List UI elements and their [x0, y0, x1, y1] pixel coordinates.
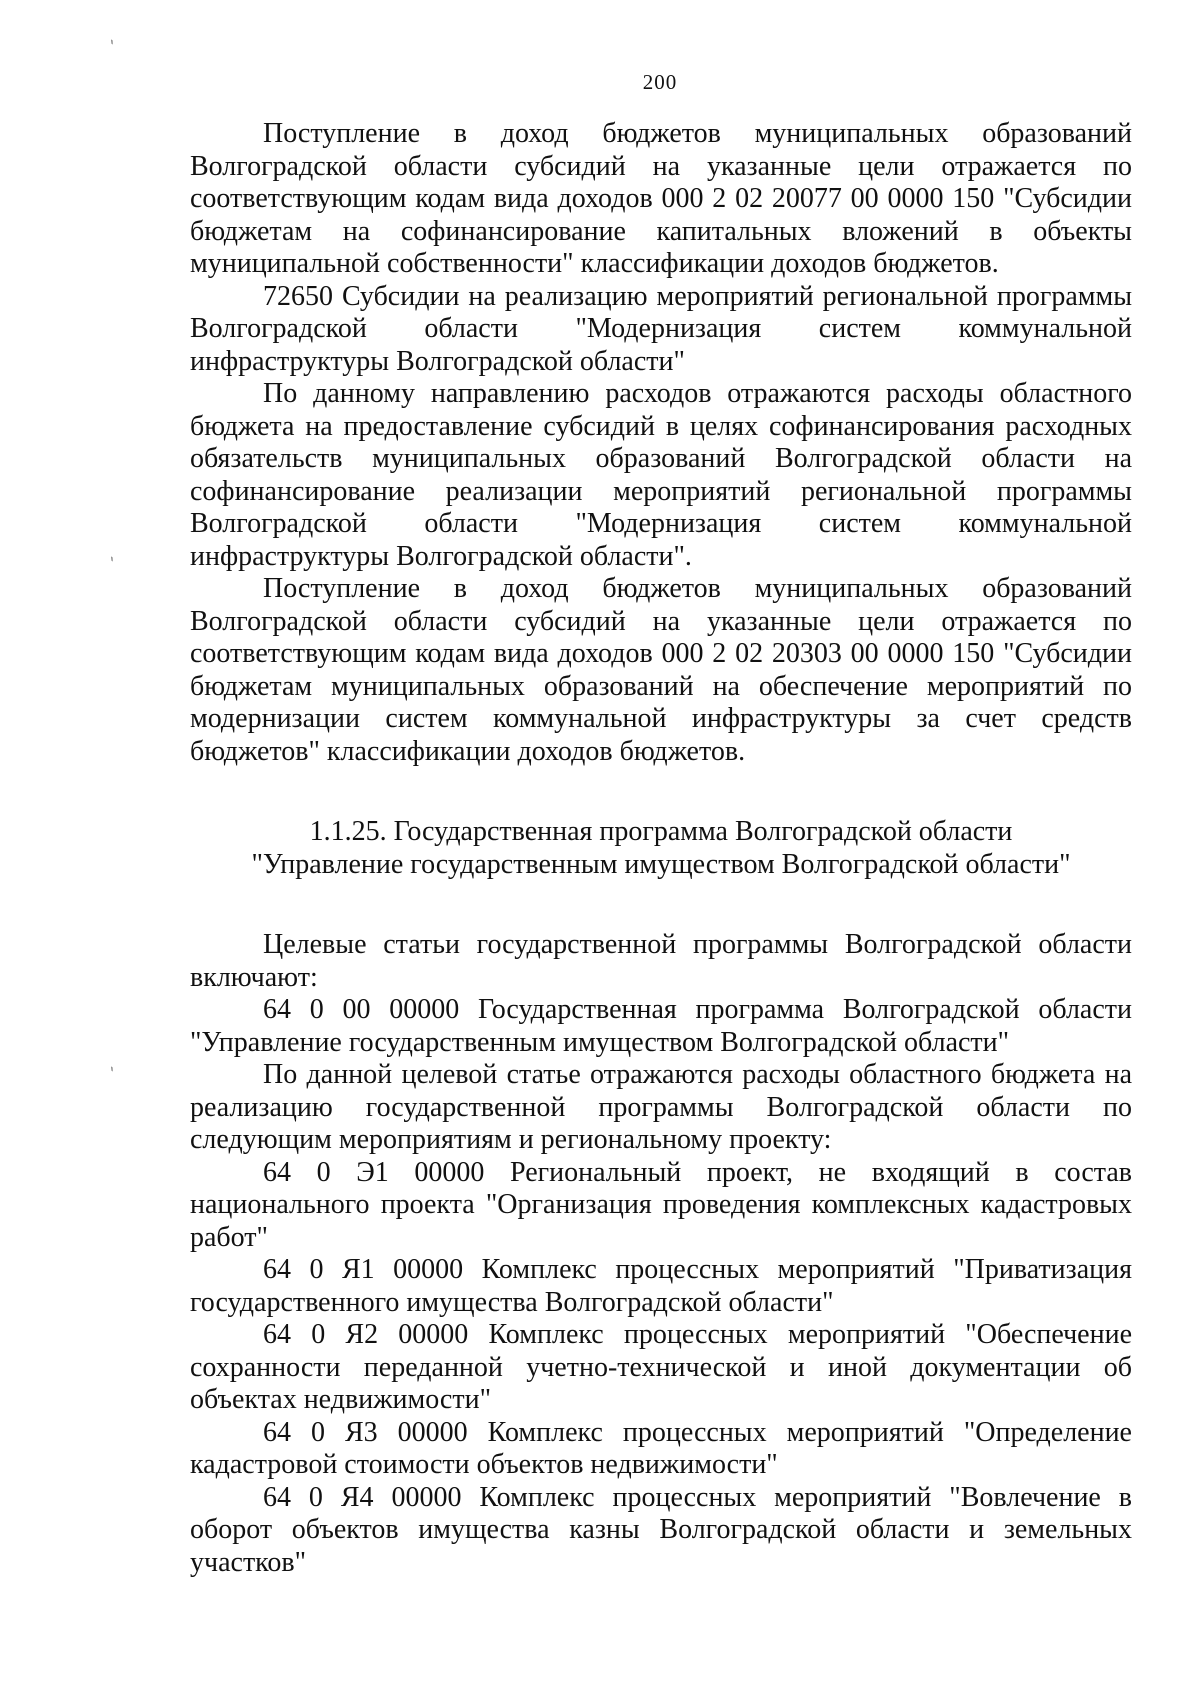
page-number: 200 [642, 70, 678, 94]
paragraph: 64 0 Я1 00000 Комплекс процессных мероприятий "Приватизация государственного имущества Волгоградской области" [190, 1254, 1132, 1318]
section-heading [190, 816, 1132, 881]
paragraph: 64 0 Э1 00000 Региональный проект, не входящий в состав национального проекта "Организация проведения комплексных кадастровых работ" [190, 1156, 1132, 1253]
paragraph: 64 0 00 00000 Государственная программа Волгоградской области "Управление государственным имуществом Волгоградской области" [190, 994, 1132, 1058]
section-heading-line: "Управление государственным имуществом Волгоградской области" [251, 848, 1071, 880]
paragraph: Поступление в доход бюджетов муниципальных образований Волгоградской области субсидий на указанные цели отражается по соответствующим кодам вида доходов 000 2 02 20077 00 0000 150 "Субсидии бюджетам на софинансирование капитальных вложений в объекты муниципальной собственности" классификации доходов бюджетов. [190, 118, 1132, 279]
paragraph: 64 0 Я4 00000 Комплекс процессных мероприятий "Вовлечение в оборот объектов имущества казны Волгоградской области и земельных участков" [190, 1481, 1132, 1578]
paragraph: Целевые статьи государственной программы Волгоградской области включают: [190, 929, 1132, 993]
paragraph: По данной целевой статье отражаются расходы областного бюджета на реализацию государственной программы Волгоградской области по следующим мероприятиям и региональному проекту: [190, 1059, 1132, 1155]
paragraph: 72650 Субсидии на реализацию мероприятий региональной программы Волгоградской области "Модернизация систем коммунальной инфраструктуры Волгоградской области" [190, 280, 1132, 377]
paragraph: 64 0 Я3 00000 Комплекс процессных мероприятий "Определение кадастровой стоимости объектов недвижимости" [190, 1416, 1132, 1480]
paragraph: По данному направлению расходов отражаются расходы областного бюджета на предоставление субсидий в целях софинансирования расходных обязательств муниципальных образований Волгоградской области на софинансирование реализации мероприятий региональной программы Волгоградской области "Модернизация систем коммунальной инфраструктуры Волгоградской области". [190, 378, 1132, 572]
paragraph: 64 0 Я2 00000 Комплекс процессных мероприятий "Обеспечение сохранности переданной учетно-технической и иной документации об объектах недвижимости" [190, 1319, 1132, 1415]
scan-mark: ` [98, 1064, 119, 1087]
scan-mark: ` [98, 37, 119, 60]
paragraph: Поступление в доход бюджетов муниципальных образований Волгоградской области субсидий на указанные цели отражается по соответствующим кодам вида доходов 000 2 02 20303 00 0000 150 "Субсидии бюджетам муниципальных образований на обеспечение мероприятий по модернизации систем коммунальной инфраструктуры за счет средств бюджетов" классификации доходов бюджетов. [190, 573, 1132, 767]
document-body [190, 118, 1132, 1579]
section-heading-line: 1.1.25. Государственная программа Волгоградской области [309, 816, 1013, 847]
scan-mark: ` [98, 554, 119, 577]
